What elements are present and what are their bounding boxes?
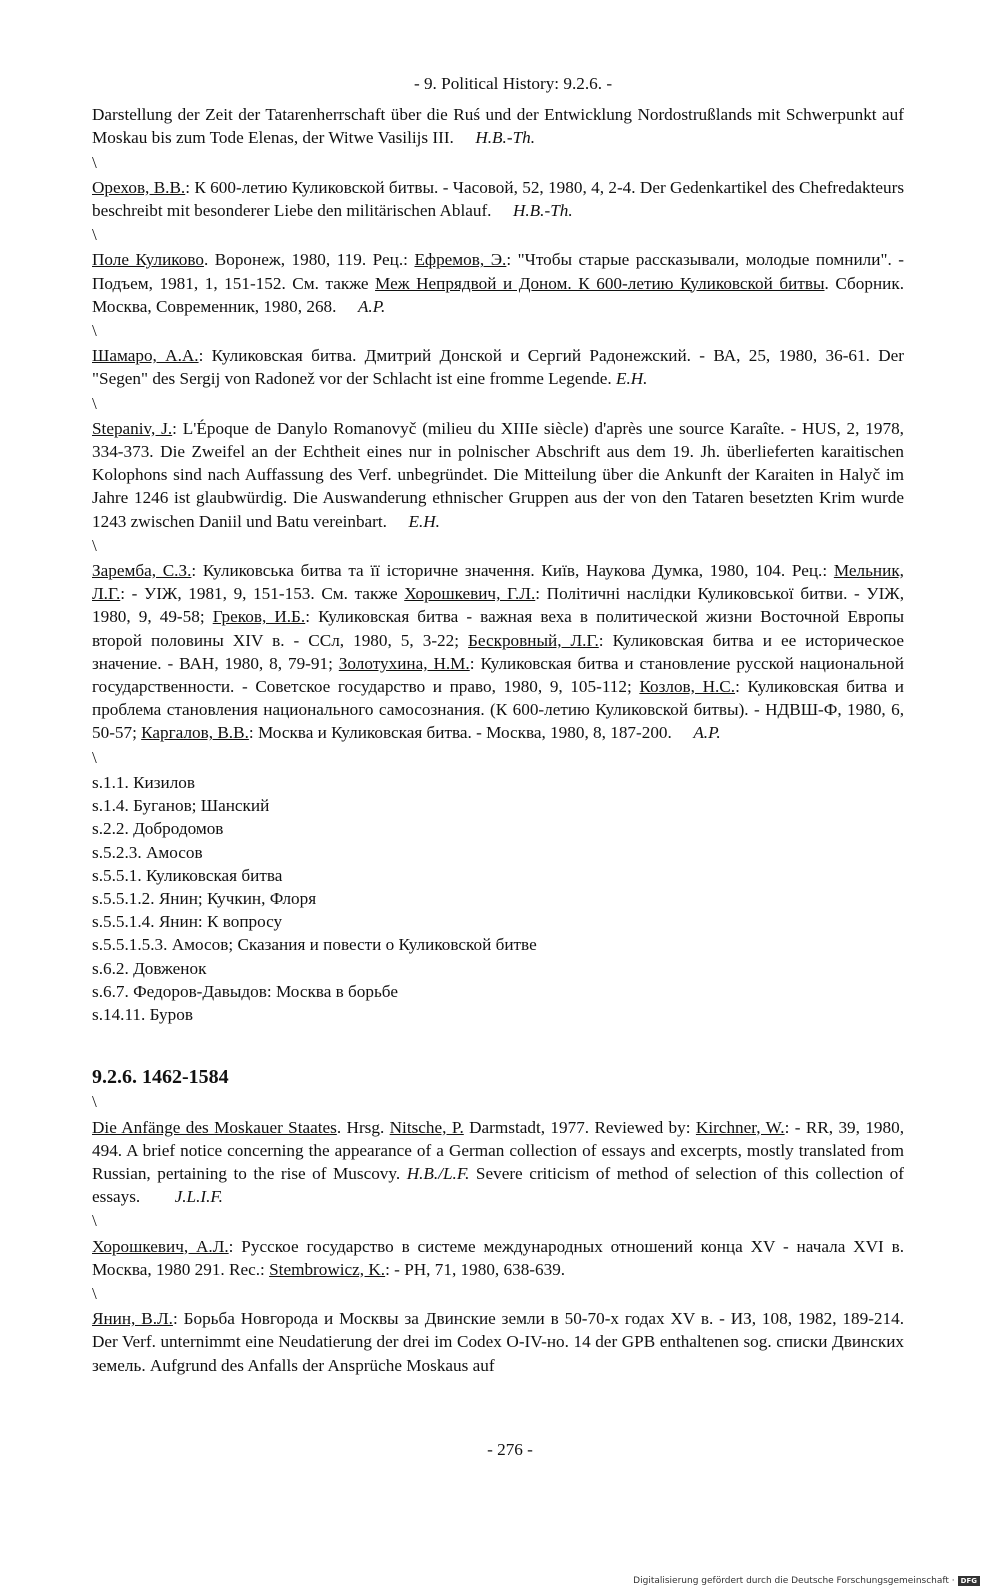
entry-author-or-title: Stepaniv, J.: [92, 418, 173, 438]
entry-separator: \: [92, 747, 97, 767]
bibliography-entry: [92, 344, 904, 390]
cross-reference-item: s.6.2. Довженок: [92, 958, 207, 978]
entry-text: Severe criticism of method of selection of this collection of essays.: [92, 1163, 904, 1207]
reviewer-initials: E.H.: [615, 369, 648, 389]
bibliography-entry: [92, 176, 904, 222]
reviewer-initials: J.L.I.F.: [140, 1187, 223, 1207]
bibliography-entry: [92, 1235, 904, 1281]
entry-text: Darmstadt, 1977. Reviewed by:: [463, 1117, 696, 1137]
entry-separator: \: [92, 1283, 97, 1303]
entry-author-or-title: Козлов, Н.С.: [639, 677, 736, 697]
entry-separator: \: [92, 535, 97, 555]
cross-reference-item: s.5.5.1. Куликовская битва: [92, 865, 283, 885]
bibliography-entry: [92, 1307, 904, 1377]
dfg-logo: DFG: [958, 1576, 980, 1586]
entry-author-or-title: Греков, И.Б.: [212, 607, 306, 627]
cross-reference-item: s.5.5.1.4. Янин: К вопросу: [92, 912, 283, 932]
entry-separator: \: [92, 321, 97, 341]
cross-reference-item: s.2.2. Добродомов: [92, 819, 224, 839]
entry-separator: \: [92, 225, 97, 245]
entry-text: : Куликовская битва. Дмитрий Донской и Сергий Радонежский. - ВА, 25, 1980, 36-61. Der "Segen" des Sergij von Radonež vor der Schlacht ist eine fromme Legende.: [92, 346, 904, 389]
bibliography-entry: [92, 417, 904, 533]
entry-text: . Сборник. Москва, Современник, 1980, 268.: [92, 273, 904, 316]
entry-author-or-title: Ефремов, Э.: [414, 250, 507, 270]
entry-text: : Куликовская битва и ее историческое значение. - ВАН, 1980, 8, 79-91;: [92, 630, 904, 673]
entry-text: : Куликовская битва - важная веха в политической жизни Восточной Европы второй половины XIV в. - ССл, 1980, 5, 3-22;: [92, 607, 904, 650]
bibliography-entry: [92, 103, 904, 149]
entry-author-or-title: Поле Куликово: [92, 250, 204, 270]
entry-author-or-title: Каргалов, В.В.: [141, 723, 249, 743]
entry-text: : Борьба Новгорода и Москвы за Двинские земли в 50-70-х годах XV в. - ИЗ, 108, 1982, 189-214. Der Verf. unternimmt eine Neudatierung der drei im Codex O-IV-но. 14 der GPB enthaltenen sog. списки Двинских земель. Aufgrund des Anfalls der Ansprüche Moskaus auf: [92, 1309, 904, 1375]
entry-separator: \: [92, 1092, 97, 1112]
entry-separator: \: [92, 152, 97, 172]
entry-text: : Куликовська битва та її історичне значення. Київ, Наукова Думка, 1980, 104. Рец.:: [191, 561, 834, 581]
entry-text: . Hrsg.: [336, 1117, 390, 1137]
section-title: 9.2.6. 1462-1584: [92, 1066, 229, 1089]
cross-reference-item: s.1.1. Кизилов: [92, 772, 195, 792]
entry-author-or-title: Die Anfänge des Moskauer Staates: [92, 1117, 337, 1137]
entry-text: : L'Époque de Danylo Romanovyč (milieu du XIIIe siècle) d'après une source Karaîte. - HUS, 2, 1978, 334-373. Die Zweifel an der Echtheit eines nur in polnischer Abschrift aus dem 19. Jh. überlieferten karaitischen Kolophons sind nach Auffassung des Verf. unbegründet. Die Mitteilung über die Ankunft der Karaiten in Halyč im Jahre 1246 ist glaubwürdig. Die Auswanderung ethnischer Gruppen aus der von den Tataren besetzten Krim wurde 1243 zwischen Daniil und Batu vereinbart.: [92, 418, 904, 531]
entry-text: : Русское государство в системе международных отношений конца XV - начала XVI в. Москва, 1980 291. Rec.:: [92, 1236, 904, 1279]
cross-reference-item: s.1.4. Буганов; Шанский: [92, 796, 270, 816]
reviewer-initials: H.B.-Th.: [491, 201, 573, 221]
reviewer-initials: A.P.: [336, 296, 386, 316]
cross-reference-item: s.6.7. Федоров-Давыдов: Москва в борьбе: [92, 981, 398, 1001]
reviewer-initials: H.B.-Th.: [453, 128, 536, 148]
entry-text: : - PH, 71, 1980, 638-639.: [385, 1259, 566, 1279]
entry-author-or-title: Мельник, Л.Г.: [92, 561, 904, 604]
cross-reference-list: [92, 771, 904, 1026]
cross-reference-item: s.5.2.3. Амосов: [92, 842, 203, 862]
bibliography-entries: [92, 103, 904, 769]
entry-text: : - УІЖ, 1981, 9, 151-153. См. также: [120, 584, 405, 604]
entry-text: : Політичні наслідки Куликовської битви. - УІЖ, 1980, 9, 49-58;: [92, 584, 904, 627]
entry-author-or-title: Хорошкевич, А.Л.: [92, 1236, 229, 1256]
entry-author-or-title: Янин, В.Л.: [92, 1309, 173, 1329]
entry-author-or-title: Орехов, В.В.: [92, 177, 186, 197]
reviewer-initials: H.B./L.F.: [406, 1163, 470, 1183]
footer-text: Digitalisierung gefördert durch die Deutsche Forschungsgemeinschaft ·: [633, 1576, 955, 1586]
document-page: [92, 72, 904, 1377]
reviewer-initials: E.H.: [386, 511, 440, 531]
entry-text: : Куликовская битва и проблема становления национального самосознания. (К 600-летию Куликовской битвы). - НДВШ-Ф, 1980, 6, 50-57;: [92, 677, 904, 743]
bibliography-entry: [92, 1116, 904, 1209]
section-entries: [92, 1090, 904, 1376]
entry-separator: \: [92, 393, 97, 413]
bibliography-entry: [92, 248, 904, 318]
entry-text: : Куликовская битва и становление русской национальной государственности. - Советское государство и право, 1980, 9, 105-112;: [92, 653, 904, 697]
entry-author-or-title: Заремба, С.З.: [92, 561, 192, 581]
cross-reference-item: s.5.5.1.5.3. Амосов; Сказания и повести о Куликовской битве: [92, 935, 537, 955]
entry-text: : - RR, 39, 1980, 494. A brief notice concerning the appearance of a German collection of essays and excerpts, mostly translated from Russian, pertaining to the rise of Muscovy.: [92, 1117, 904, 1183]
entry-separator: \: [92, 1211, 97, 1231]
entry-author-or-title: Шамаро, А.А.: [92, 346, 199, 366]
bibliography-entry: [92, 559, 904, 745]
entry-text: : "Чтобы старые рассказывали, молодые помнили". - Подъем, 1981, 1, 151-152. См. также: [92, 250, 904, 293]
cross-reference-item: s.14.11. Буров: [92, 1004, 193, 1024]
footer: [633, 1576, 980, 1586]
page-number: - 276 -: [487, 1440, 533, 1459]
entry-text: Darstellung der Zeit der Tatarenherrschaft über die Ruś und der Entwicklung Nordostrußlands mit Schwerpunkt auf Moskau bis zum Tode Elenas, der Witwe Vasilijs III.: [92, 105, 904, 148]
running-head: - 9. Political History: 9.2.6. -: [413, 74, 613, 93]
entry-author-or-title: Меж Непрядвой и Доном. К 600-летию Куликовской битвы: [375, 273, 825, 293]
entry-author-or-title: Золотухина, Н.М.: [338, 653, 470, 673]
entry-author-or-title: Хорошкевич, Г.Л.: [404, 584, 536, 604]
entry-text: . Воронеж, 1980, 119. Рец.:: [203, 250, 415, 270]
entry-author-or-title: Stembrowicz, K.: [269, 1259, 386, 1279]
cross-reference-item: s.5.5.1.2. Янин; Кучкин, Флоря: [92, 888, 317, 908]
reviewer-initials: A.P.: [671, 723, 721, 743]
entry-author-or-title: Бескровный, Л.Г.: [468, 630, 599, 650]
entry-author-or-title: Kirchner, W.: [695, 1117, 785, 1137]
entry-author-or-title: Nitsche, P.: [389, 1117, 464, 1137]
entry-text: : К 600-летию Куликовской битвы. - Часовой, 52, 1980, 4, 2-4. Der Gedenkartikel des Chefredakteurs beschreibt mit besonderer Liebe den militärischen Ablauf.: [92, 177, 905, 221]
entry-text: : Москва и Куликовская битва. - Москва, 1980, 8, 187-200.: [248, 723, 672, 743]
